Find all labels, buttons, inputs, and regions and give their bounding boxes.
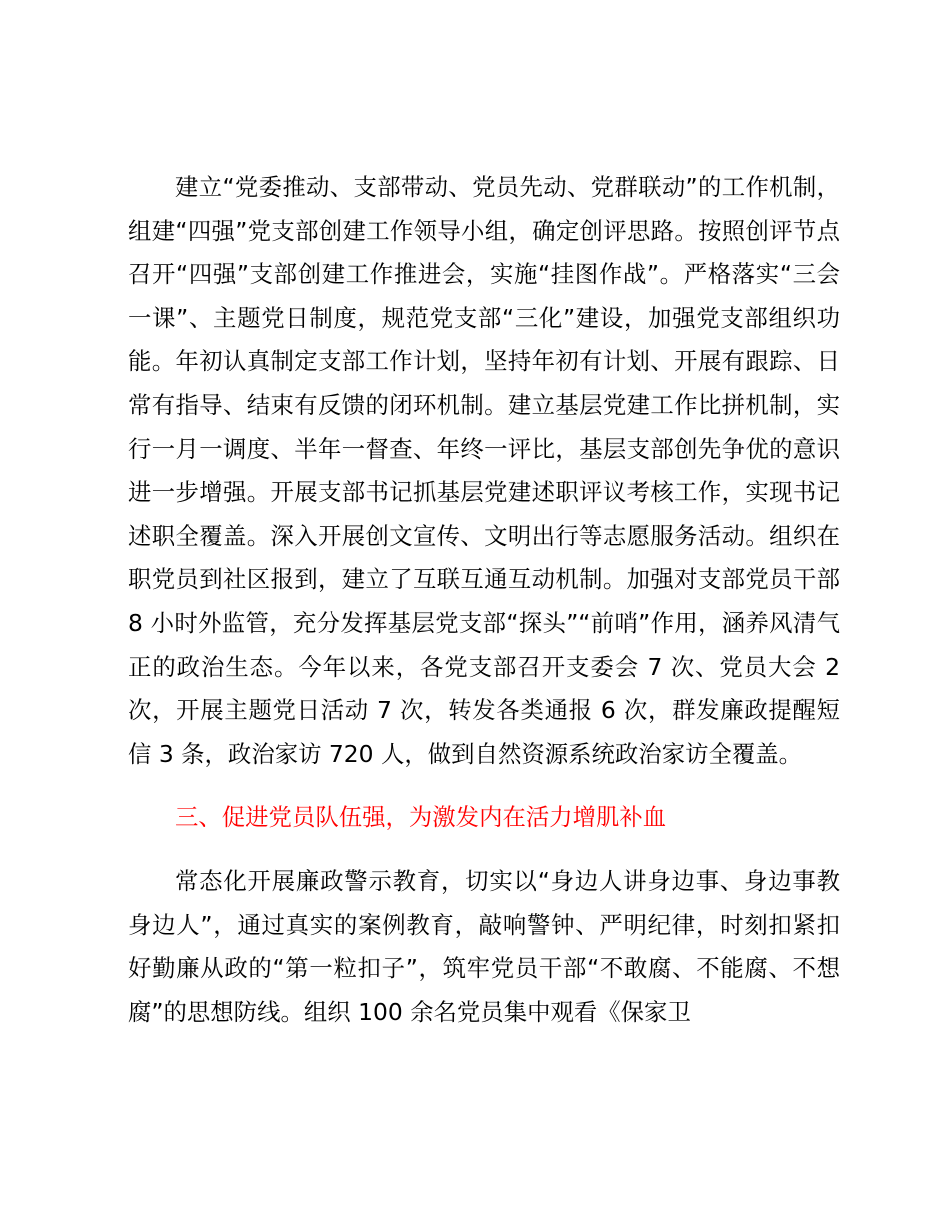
section-heading: 三、促进党员队伍强，为激发内在活力增肌补血 [175, 803, 667, 832]
document-body [128, 166, 840, 1034]
body-paragraph-party-mechanism: 建立“党委推动、支部带动、党员先动、党群联动”的工作机制，组建“四强”党支部创建工作领导小组，确定创评思路。按照创评节点召开“四强”支部创建工作推进会，实施“挂图作战”。严格落实“三会一课”、主题党日制度，规范党支部“三化”建设，加强党支部组织功能。年初认真制定支部工作计划，坚持年初有计划、开展有跟踪、日常有指导、结束有反馈的闭环机制。建立基层党建工作比拼机制，实行一月一调度、半年一督查、年终一评比，基层支部创先争优的意识进一步增强。开展支部书记抓基层党建述职评议考核工作，实现书记述职全覆盖。深入开展创文宣传、文明出行等志愿服务活动。组织在职党员到社区报到，建立了互联互通互动机制。加强对支部党员干部 8 小时外监管，充分发挥基层党支部“探头”“前哨”作用，涵养风清气正的政治生态。今年以来，各党支部召开支委会 7 次、党员大会 2 次，开展主题党日活动 7 次，转发各类通报 6 次，群发廉政提醒短信 3 条，政治家访 720 人，做到自然资源系统政治家访全覆盖。 [128, 173, 840, 768]
body-paragraph-integrity-education: 常态化开展廉政警示教育，切实以“身边人讲身边事、身边事教身边人”，通过真实的案例教育，敲响警钟、严明纪律，时刻扣紧扣好勤廉从政的“第一粒扣子”，筑牢党员干部“不敢腐、不能腐、不想腐”的思想防线。组织 100 余名党员集中观看《保家卫 [128, 866, 840, 1026]
